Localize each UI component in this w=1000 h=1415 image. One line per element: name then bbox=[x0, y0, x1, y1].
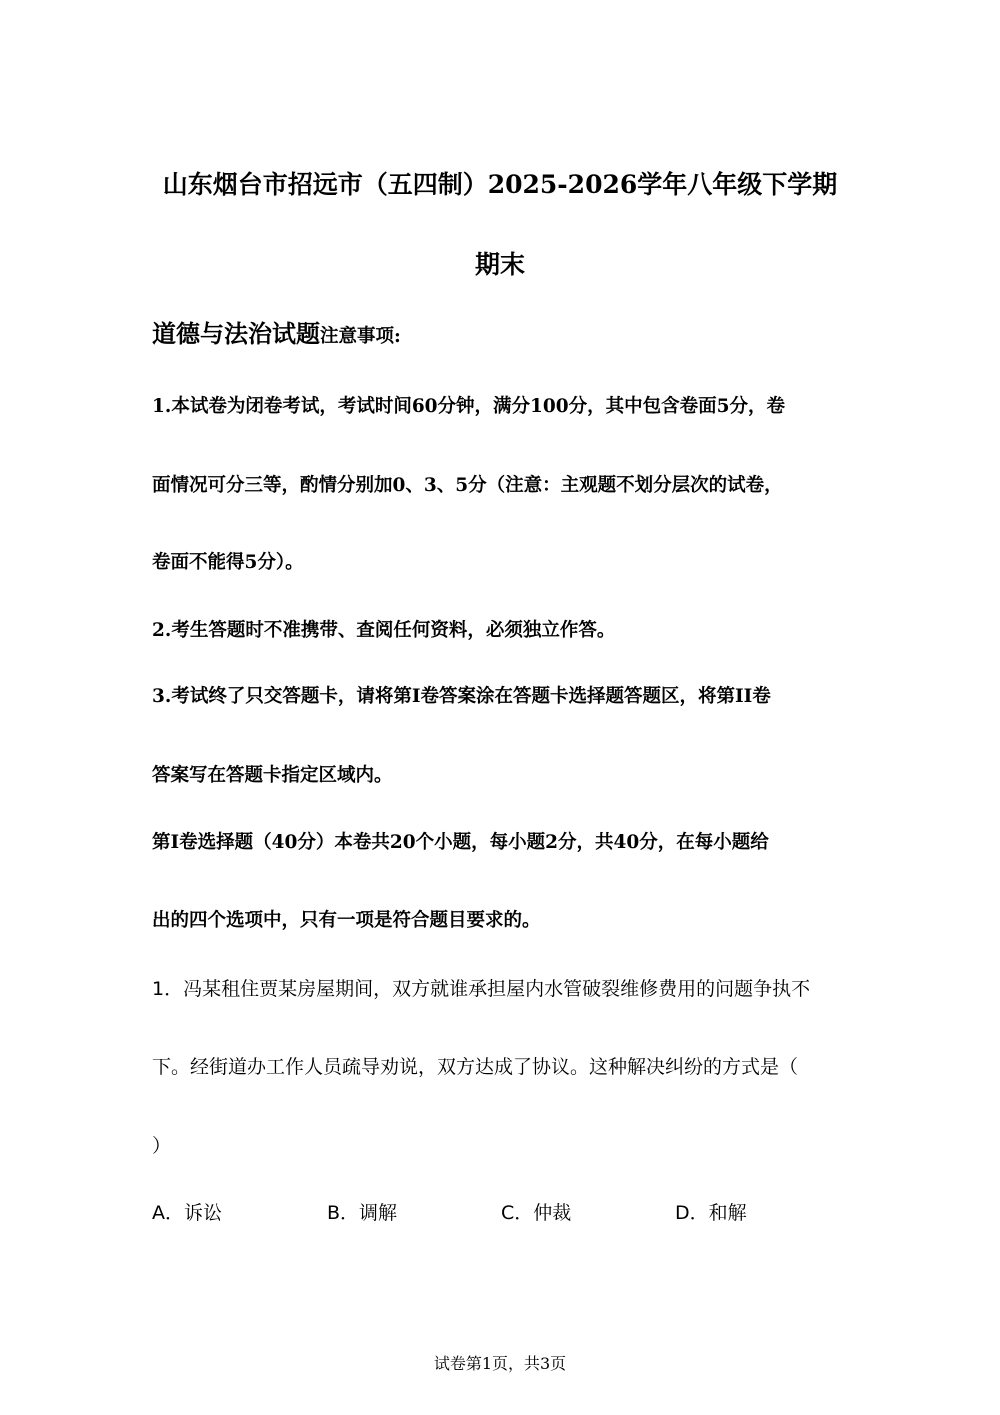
notice-heading: 注意事项: bbox=[320, 326, 401, 347]
question-1-line-1: 1．冯某租住贾某房屋期间，双方就谁承担屋内水管破裂维修费用的问题争执不 bbox=[152, 978, 811, 1000]
section-1-heading-line-1: 第I卷选择题（40分）本卷共20个小题，每小题2分，共40分，在每小题给 bbox=[152, 832, 769, 853]
question-1-option-c: C．仲裁 bbox=[501, 1202, 572, 1224]
question-1-option-d: D．和解 bbox=[675, 1202, 747, 1224]
question-1-option-a: A．诉讼 bbox=[152, 1202, 222, 1224]
subject-heading-row bbox=[152, 319, 852, 352]
section-1-heading-line-2: 出的四个选项中，只有一项是符合题目要求的。 bbox=[152, 910, 541, 931]
exam-title-line-1: 山东烟台市招远市（五四制）2025-2026学年八年级下学期 bbox=[162, 170, 838, 199]
page-footer: 试卷第1页，共3页 bbox=[433, 1354, 567, 1373]
notice-item-1-line-2: 面情况可分三等，酌情分别加0、3、5分（注意：主观题不划分层次的试卷， bbox=[152, 475, 783, 496]
question-1-line-3: ） bbox=[152, 1135, 172, 1157]
subject-title: 道德与法治试题 bbox=[152, 319, 320, 348]
question-1-line-2: 下。经街道办工作人员疏导劝说，双方达成了协议。这种解决纠纷的方式是（ bbox=[152, 1056, 799, 1078]
exam-title-line-2: 期末 bbox=[474, 250, 525, 279]
question-1-option-b: B．调解 bbox=[327, 1202, 398, 1224]
notice-item-1-line-1: 1.本试卷为闭卷考试，考试时间60分钟，满分100分，其中包含卷面5分，卷 bbox=[152, 396, 786, 417]
notice-item-2: 2.考生答题时不准携带、查阅任何资料，必须独立作答。 bbox=[152, 620, 616, 641]
notice-item-3-line-2: 答案写在答题卡指定区域内。 bbox=[152, 765, 393, 786]
notice-item-3-line-1: 3.考试终了只交答题卡，请将第I卷答案涂在答题卡选择题答题区，将第II卷 bbox=[152, 686, 771, 707]
notice-item-1-line-3: 卷面不能得5分）。 bbox=[152, 552, 304, 573]
